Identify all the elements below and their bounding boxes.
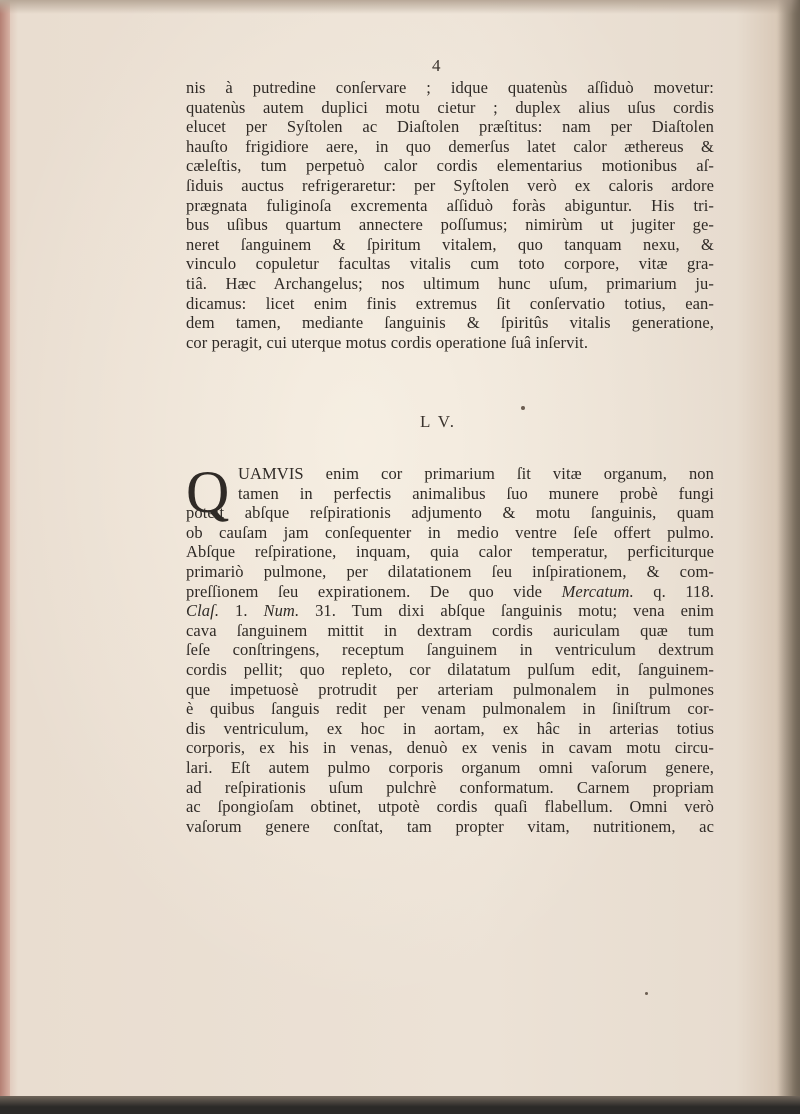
text-line: tamen in perfectis animalibus ſuo munere probè fungi <box>238 483 714 503</box>
text-line: ſeſe conſtringens, receptum ſanguinem in ventriculum dextrum <box>186 640 714 660</box>
text-line: prægnata fuliginoſa excrementa aſſiduò foràs abiguntur. His tri- <box>186 195 714 215</box>
text-line: è quibus ſanguis redit per venam pulmonalem in ſiniſtrum cor- <box>186 699 714 719</box>
text-line: poteſt abſque reſpirationis adjumento & motu ſanguinis, quam <box>186 503 714 523</box>
text-segment: q. 118. <box>633 581 714 601</box>
text-line: cordis pellit; quo repleto, cor dilatatum pulſum edit, ſanguinem- <box>186 659 714 679</box>
text-line: UAMVIS enim cor primarium ſit vitæ organum, non <box>238 464 714 483</box>
text-line: primariò pulmone, per dilatationem ſeu inſpirationem, & com- <box>186 561 714 581</box>
text-line: nis à putredine conſervare ; idque quatenùs aſſiduò movetur: <box>186 78 714 97</box>
text-line: tiâ. Hæc Archangelus; nos ultimum hunc uſum, primarium ju- <box>186 273 714 293</box>
text-line: que impetuosè protrudit per arteriam pulmonalem in pulmones <box>186 679 714 699</box>
text-line: quatenùs autem duplici motu cietur ; duplex alius uſus cordis <box>186 97 714 117</box>
first-text-block <box>186 78 714 352</box>
text-line: Abſque reſpiratione, inquam, quia calor temperatur, perficiturque <box>186 542 714 562</box>
text-line: dis ventriculum, ex hoc in aortam, ex hâc in arterias totius <box>186 718 714 738</box>
text-line: ad reſpirationis uſum pulchrè conformatum. Carnem propriam <box>186 777 714 797</box>
text-line: elucet per Syſtolen ac Diaſtolen præſtitus: nam per Diaſtolen <box>186 117 714 137</box>
page-top-edge <box>0 0 800 14</box>
ink-spot <box>521 406 525 410</box>
text-line: dem tamen, mediante ſanguinis & ſpiritûs vitalis generatione, <box>186 313 714 333</box>
page-number: 4 <box>432 56 441 75</box>
page-right-edge <box>778 0 800 1108</box>
drop-cap: Q <box>186 459 230 525</box>
number-reference: Num. <box>263 601 300 621</box>
text-line: hauſto frigidiore aere, in quo demerſus latet calor æthereus & <box>186 136 714 156</box>
author-reference: Mercatum. <box>561 581 634 601</box>
text-segment: 1. <box>219 601 264 621</box>
second-text-block <box>186 459 714 836</box>
text-line: ob cauſam jam conſequenter in medio ventre ſeſe offert pulmo. <box>186 522 714 542</box>
text-line: ſiduis auctus refrigeraretur: per Syſtolen verò ex caloris ardore <box>186 175 714 195</box>
text-line <box>186 582 714 602</box>
text-line: cava ſanguinem mittit in dextram cordis auriculam quæ tum <box>186 620 714 640</box>
section-heading: L V. <box>420 412 457 431</box>
text-segment: 31. Tum dixi abſque ſanguinis motu; vena enim <box>299 601 714 621</box>
text-line: vaſorum genere conſtat, tam propter vitam, nutritionem, ac <box>186 816 714 836</box>
text-line: ac ſpongioſam obtinet, utpotè cordis quaſi flabellum. Omni verò <box>186 797 714 817</box>
text-line: vinculo copuletur facultas vitalis cum toto corpore, vitæ gra- <box>186 254 714 274</box>
class-reference: Claſ. <box>186 601 220 621</box>
text-line: bus uſibus quartum annectere poſſumus; nimirùm ut jugiter ge- <box>186 215 714 235</box>
text-line: dicamus: licet enim finis extremus ſit conſervatio totius, ean- <box>186 293 714 313</box>
ink-spot <box>645 992 648 995</box>
text-line: neret ſanguinem & ſpiritum vitalem, quo tanquam nexu, & <box>186 234 714 254</box>
text-line: cor peragit, cui uterque motus cordis operatione ſuâ inſervit. <box>186 332 589 352</box>
text-line: lari. Eſt autem pulmo corporis organum omni vaſorum genere, <box>186 757 714 777</box>
text-line <box>186 601 714 621</box>
text-line: corporis, ex his in venas, denuò ex venis in cavam motu circu- <box>186 738 714 758</box>
page-left-edge <box>0 0 10 1108</box>
desk-background <box>0 1096 800 1114</box>
text-segment: preſſionem ſeu expirationem. De quo vide <box>186 581 562 601</box>
text-line: cæleſtis, tum perpetuò calor cordis elementarius motionibus aſ- <box>186 156 714 176</box>
